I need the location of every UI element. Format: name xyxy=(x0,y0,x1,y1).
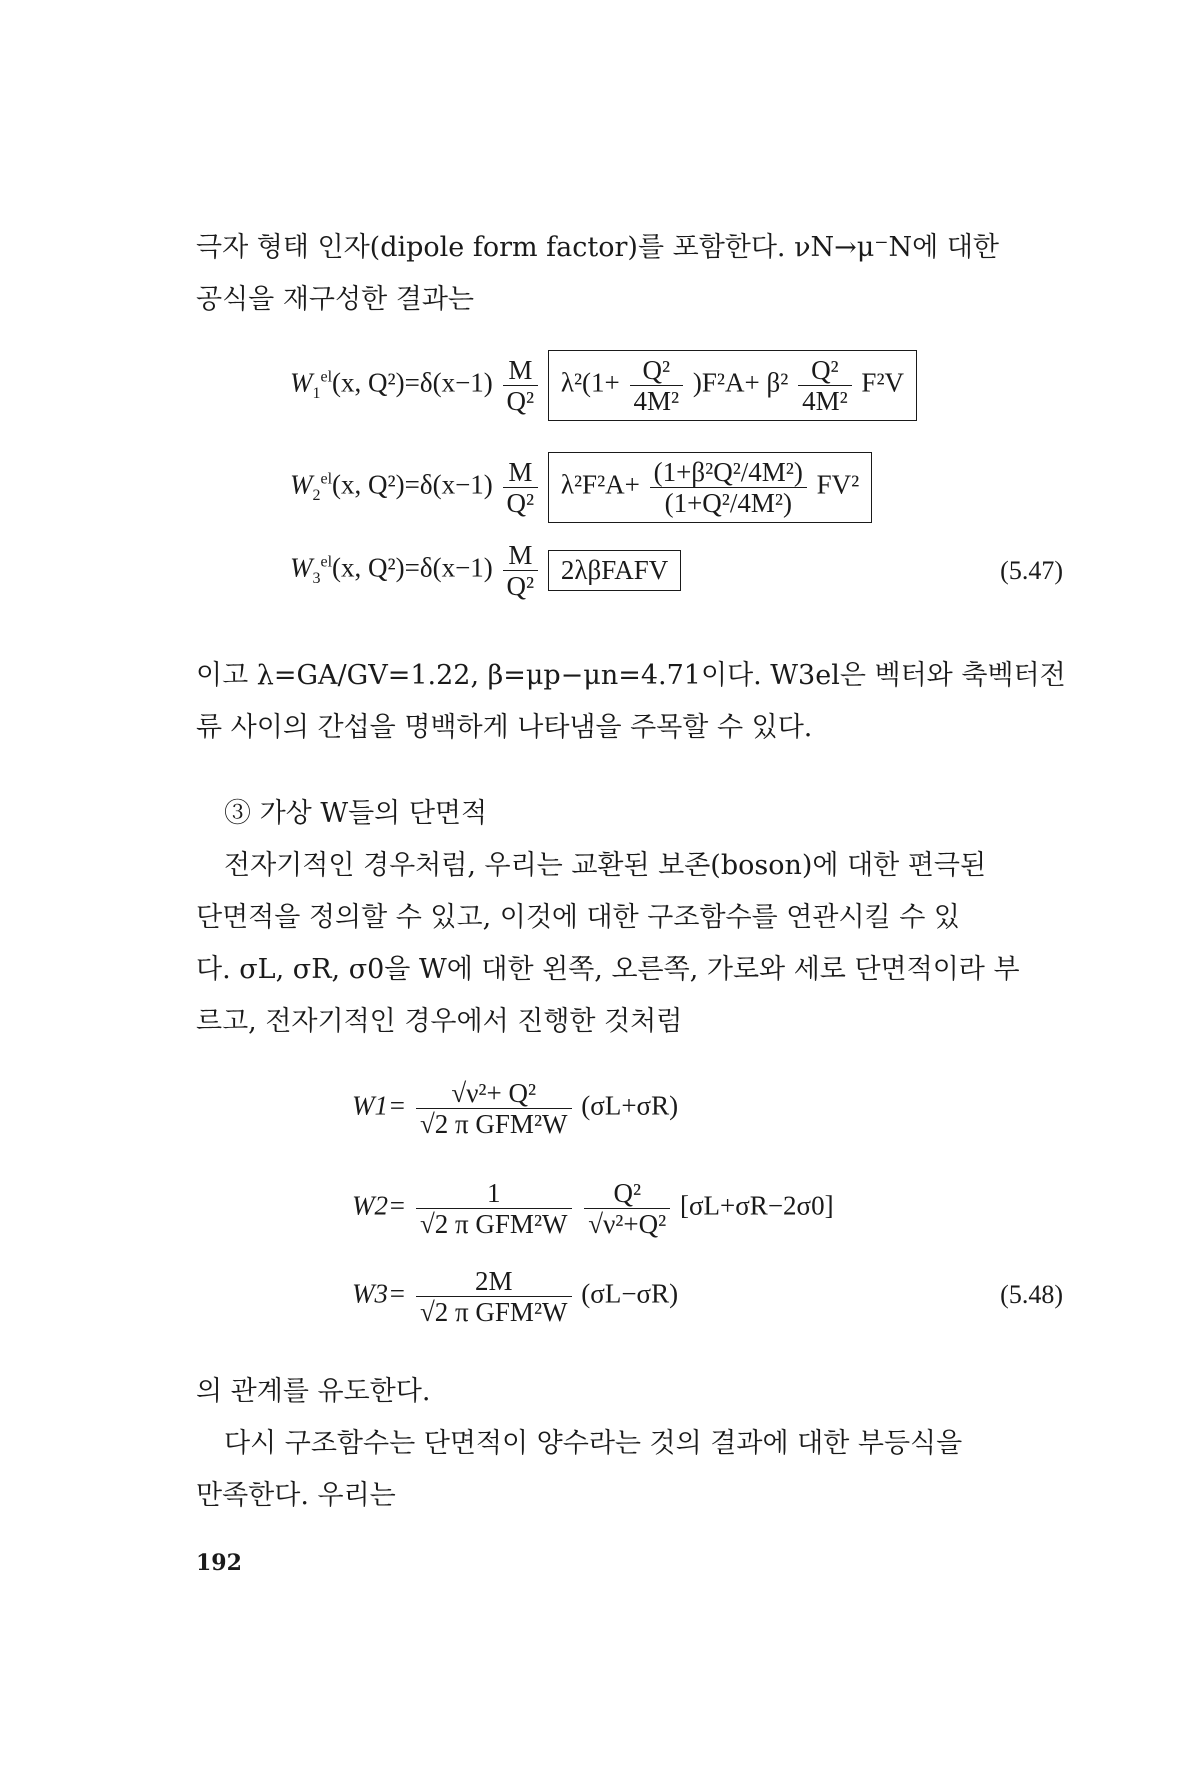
fraction xyxy=(798,355,852,416)
page-number: 192 xyxy=(196,1550,242,1576)
eq-args: (x, Q²)=δ(x−1) xyxy=(332,469,493,500)
text-line: 전자기적인 경우처럼, 우리는 교환된 보존(boson)에 대한 편극된 xyxy=(224,850,987,881)
text-line: 공식을 재구성한 결과는 xyxy=(196,284,474,315)
fraction xyxy=(630,355,684,416)
fraction-num: Q² xyxy=(642,355,671,385)
equation-number: (5.48) xyxy=(1000,1280,1063,1309)
fraction xyxy=(416,1178,572,1239)
text-line: 르고, 전자기적인 경우에서 진행한 것처럼 xyxy=(196,1006,683,1037)
eq-subscript: 3 xyxy=(312,570,321,588)
fraction-den: Q² xyxy=(503,487,539,518)
fraction-den: (1+Q²/4M²) xyxy=(650,487,807,518)
paragraph-lambda-beta xyxy=(196,650,1066,754)
eq-superscript: el xyxy=(320,470,333,488)
eq-subscript: 1 xyxy=(312,385,321,403)
fraction-num: M xyxy=(508,457,533,487)
fraction-den: √ν²+Q² xyxy=(584,1208,670,1239)
fraction-den: 4M² xyxy=(630,385,684,416)
eq-args: (x, Q²)=δ(x−1) xyxy=(332,367,493,398)
eq-term: λ²(1+ xyxy=(560,367,620,398)
eq-symbol: W3= xyxy=(352,1278,407,1309)
fraction-num: 2M xyxy=(474,1266,513,1296)
text-line: 의 관계를 유도한다. xyxy=(196,1376,431,1407)
fraction xyxy=(650,457,807,518)
fraction-num: M xyxy=(508,540,533,570)
eq-term: 2λβFAFV xyxy=(560,555,669,585)
section-heading: ③ 가상 W들의 단면적 xyxy=(224,798,488,829)
eq-term: (σL−σR) xyxy=(581,1278,679,1309)
paragraph-closing xyxy=(196,1366,1062,1522)
equation-w3-el xyxy=(290,540,681,601)
equation-w2 xyxy=(352,1178,834,1239)
bracket-group xyxy=(548,350,917,421)
fraction-num: Q² xyxy=(811,355,839,385)
eq-superscript: el xyxy=(320,368,333,386)
fraction-den: Q² xyxy=(503,570,539,601)
text-line: 만족한다. 우리는 xyxy=(196,1480,396,1511)
eq-args: (x, Q²)=δ(x−1) xyxy=(332,552,493,583)
fraction-den: √2 π GFM²W xyxy=(416,1108,572,1139)
bracket-group xyxy=(548,452,872,523)
eq-symbol: W xyxy=(290,367,313,398)
fraction-num: (1+β²Q²/4M²) xyxy=(653,457,803,487)
fraction xyxy=(503,540,539,601)
fraction-num: √ν²+ Q² xyxy=(451,1078,537,1108)
eq-term: )F²A+ β² xyxy=(692,367,789,398)
equation-number: (5.47) xyxy=(1000,556,1063,585)
text-line: 이고 λ=GA/GV=1.22, β=μp−μn=4.71이다. W3el은 벡터와 축벡터전 xyxy=(196,660,1066,691)
text-line: 류 사이의 간섭을 명백하게 나타냄을 주목할 수 있다. xyxy=(196,712,813,743)
text-line: 극자 형태 인자(dipole form factor)를 포함한다. νN→μ⁻N에 대한 xyxy=(196,232,1000,263)
equation-w2-el xyxy=(290,452,872,523)
eq-subscript: 2 xyxy=(312,487,321,505)
text-line: 단면적을 정의할 수 있고, 이것에 대한 구조함수를 연관시킬 수 있 xyxy=(196,902,960,933)
intro-paragraph xyxy=(196,222,1062,326)
fraction-num: 1 xyxy=(487,1178,501,1208)
fraction-num: Q² xyxy=(613,1178,642,1208)
eq-term: F²V xyxy=(861,367,905,398)
eq-symbol: W xyxy=(290,469,313,500)
text-line: 다시 구조함수는 단면적이 양수라는 것의 결과에 대한 부등식을 xyxy=(224,1428,963,1459)
paragraph-cross-sections xyxy=(196,840,1062,1048)
eq-term: (σL+σR) xyxy=(581,1090,679,1121)
eq-symbol: W1= xyxy=(352,1090,407,1121)
fraction-num: M xyxy=(508,355,533,385)
fraction-den: √2 π GFM²W xyxy=(416,1208,572,1239)
bracket-group xyxy=(548,550,681,591)
fraction-den: 4M² xyxy=(798,385,852,416)
eq-symbol: W xyxy=(290,552,313,583)
fraction xyxy=(503,355,539,416)
equation-w1-el xyxy=(290,350,917,421)
text-line: 다. σL, σR, σ0을 W에 대한 왼쪽, 오른쪽, 가로와 세로 단면적이라 부 xyxy=(196,954,1020,985)
fraction xyxy=(584,1178,670,1239)
equation-w3 xyxy=(352,1266,678,1327)
eq-term: [σL+σR−2σ0] xyxy=(679,1190,834,1221)
fraction xyxy=(503,457,539,518)
fraction-den: Q² xyxy=(503,385,539,416)
eq-symbol: W2= xyxy=(352,1190,407,1221)
fraction xyxy=(416,1078,572,1139)
fraction-den: √2 π GFM²W xyxy=(416,1296,572,1327)
eq-term: FV² xyxy=(816,469,860,500)
fraction xyxy=(416,1266,572,1327)
eq-superscript: el xyxy=(320,553,333,571)
eq-term: λ²F²A+ xyxy=(560,469,640,500)
equation-w1 xyxy=(352,1078,678,1139)
